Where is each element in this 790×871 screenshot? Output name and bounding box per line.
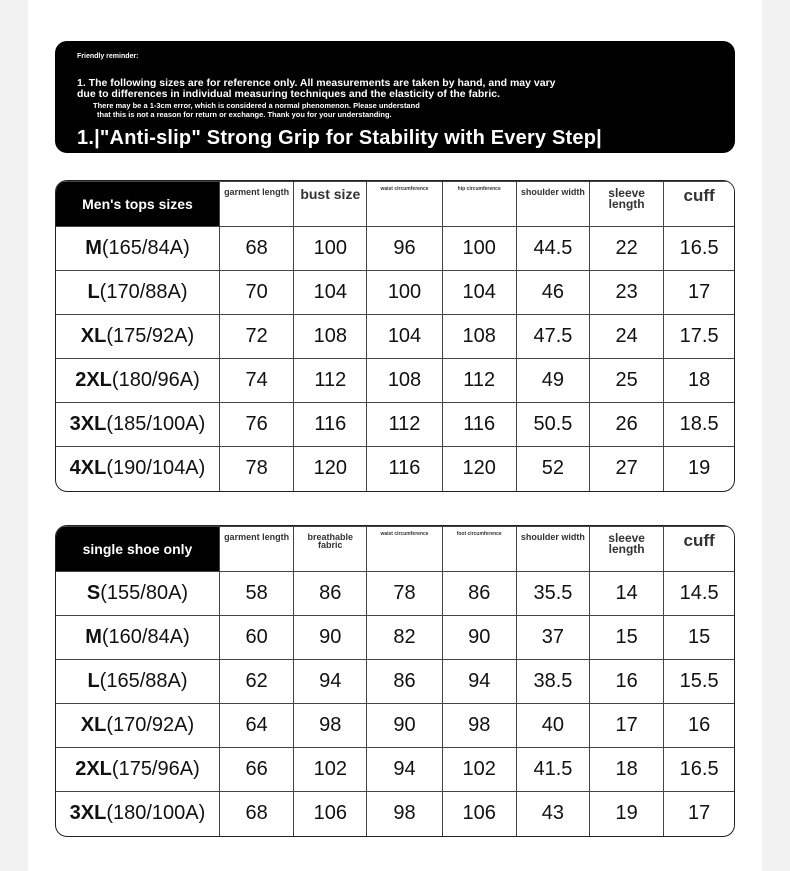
measurement-cell: 94 xyxy=(442,660,516,704)
friendly-reminder-title: Friendly reminder: xyxy=(77,53,139,60)
measurement-cell: 16.5 xyxy=(664,748,734,792)
measurement-cell: 72 xyxy=(219,315,293,359)
table-row xyxy=(56,403,734,447)
measurement-cell: 98 xyxy=(442,704,516,748)
measurement-cell: 17.5 xyxy=(664,315,734,359)
table-title: Men's tops sizes xyxy=(56,182,219,227)
size-label xyxy=(56,616,219,660)
measurement-cell: 116 xyxy=(294,403,367,447)
column-label: foot circumference xyxy=(456,531,502,537)
column-header xyxy=(367,527,442,572)
table-row xyxy=(56,359,734,403)
measurement-cell: 106 xyxy=(294,792,367,836)
measurement-cell: 86 xyxy=(367,660,442,704)
measurement-cell: 16 xyxy=(590,660,664,704)
measurement-cell: 19 xyxy=(590,792,664,836)
measurement-cell: 116 xyxy=(367,447,442,491)
size-spec: (170/92A) xyxy=(106,714,195,736)
feature-headline: 1.|"Anti-slip" Strong Grip for Stability with Every Step| xyxy=(77,127,602,149)
table-row xyxy=(56,616,734,660)
measurement-cell: 35.5 xyxy=(516,572,589,616)
size-code: 2XL xyxy=(75,758,112,780)
measurement-cell: 46 xyxy=(516,271,589,315)
size-label xyxy=(56,447,219,491)
column-header xyxy=(516,527,589,572)
measurement-cell: 104 xyxy=(294,271,367,315)
measurement-cell: 15 xyxy=(590,616,664,660)
measurement-cell: 76 xyxy=(219,403,293,447)
single-shoe-size-table xyxy=(55,525,735,837)
size-code: L xyxy=(87,670,100,692)
measurement-cell: 37 xyxy=(516,616,589,660)
size-code: S xyxy=(86,582,101,604)
measurement-cell: 74 xyxy=(219,359,293,403)
column-label: garment length xyxy=(224,187,290,197)
measurement-cell: 120 xyxy=(294,447,367,491)
measurement-cell: 100 xyxy=(294,227,367,271)
column-header xyxy=(219,182,293,227)
measurement-cell: 43 xyxy=(516,792,589,836)
measurement-cell: 90 xyxy=(442,616,516,660)
measurement-cell: 18 xyxy=(590,748,664,792)
column-header xyxy=(294,182,367,227)
header-row xyxy=(56,182,734,227)
measurement-cell: 49 xyxy=(516,359,589,403)
measurement-cell: 14 xyxy=(590,572,664,616)
table-row xyxy=(56,704,734,748)
column-label: waist circumference xyxy=(380,531,429,537)
size-chart-page xyxy=(28,0,762,871)
column-label: breathable fabric xyxy=(307,532,354,551)
table-row xyxy=(56,792,734,836)
size-label xyxy=(56,660,219,704)
measurement-cell: 26 xyxy=(590,403,664,447)
reminder-line-4: that this is not a reason for return or exchange. Thank you for your understanding. xyxy=(97,110,392,119)
measurement-cell: 18 xyxy=(664,359,734,403)
reminder-line-1: 1. The following sizes are for reference only. All measurements are taken by hand, and may vary xyxy=(77,77,556,89)
measurement-cell: 112 xyxy=(442,359,516,403)
measurement-cell: 112 xyxy=(294,359,367,403)
measurement-cell: 23 xyxy=(590,271,664,315)
measurement-cell: 104 xyxy=(367,315,442,359)
measurement-cell: 44.5 xyxy=(516,227,589,271)
table-title: single shoe only xyxy=(56,527,219,572)
measurement-cell: 98 xyxy=(294,704,367,748)
measurement-cell: 102 xyxy=(442,748,516,792)
measurement-cell: 25 xyxy=(590,359,664,403)
table-row xyxy=(56,572,734,616)
size-code: XL xyxy=(80,325,107,347)
table-row xyxy=(56,748,734,792)
table-row xyxy=(56,447,734,491)
measurement-cell: 82 xyxy=(367,616,442,660)
table-row xyxy=(56,271,734,315)
measurement-cell: 120 xyxy=(442,447,516,491)
size-code: M xyxy=(85,626,102,648)
measurement-cell: 19 xyxy=(664,447,734,491)
size-spec: (180/96A) xyxy=(111,369,200,391)
measurement-cell: 62 xyxy=(219,660,293,704)
size-spec: (165/88A) xyxy=(99,670,188,692)
column-label: cuff xyxy=(683,186,715,205)
measurement-cell: 102 xyxy=(294,748,367,792)
measurement-cell: 41.5 xyxy=(516,748,589,792)
size-code: 3XL xyxy=(69,802,107,825)
size-spec: (175/96A) xyxy=(111,758,200,780)
column-header xyxy=(664,527,734,572)
column-label: cuff xyxy=(683,531,715,550)
size-label xyxy=(56,271,219,315)
column-header xyxy=(590,527,664,572)
measurement-cell: 78 xyxy=(219,447,293,491)
column-label: sleeve length xyxy=(608,186,645,211)
measurement-cell: 86 xyxy=(294,572,367,616)
measurement-cell: 108 xyxy=(367,359,442,403)
measurement-cell: 15.5 xyxy=(664,660,734,704)
size-label xyxy=(56,403,219,447)
column-header xyxy=(516,182,589,227)
size-spec: (170/88A) xyxy=(99,281,188,303)
measurement-cell: 78 xyxy=(367,572,442,616)
measurement-cell: 104 xyxy=(442,271,516,315)
measurement-cell: 66 xyxy=(219,748,293,792)
measurement-cell: 38.5 xyxy=(516,660,589,704)
measurement-cell: 116 xyxy=(442,403,516,447)
column-header xyxy=(442,182,516,227)
friendly-reminder-banner xyxy=(55,41,735,153)
measurement-cell: 64 xyxy=(219,704,293,748)
measurement-cell: 18.5 xyxy=(664,403,734,447)
column-header xyxy=(219,527,293,572)
measurement-cell: 24 xyxy=(590,315,664,359)
measurement-cell: 86 xyxy=(442,572,516,616)
column-header xyxy=(294,527,367,572)
column-header xyxy=(442,527,516,572)
column-label: garment length xyxy=(224,532,290,542)
measurement-cell: 70 xyxy=(219,271,293,315)
measurement-cell: 90 xyxy=(367,704,442,748)
column-label: shoulder width xyxy=(520,187,585,197)
column-header xyxy=(367,182,442,227)
size-spec: (185/100A) xyxy=(106,413,206,435)
size-spec: (165/84A) xyxy=(101,237,190,259)
size-code: 3XL xyxy=(69,413,107,435)
size-code: 2XL xyxy=(75,369,112,391)
column-header xyxy=(590,182,664,227)
table-row xyxy=(56,315,734,359)
measurement-cell: 17 xyxy=(664,792,734,836)
column-label: waist circumference xyxy=(380,186,429,192)
measurement-cell: 100 xyxy=(442,227,516,271)
size-label xyxy=(56,572,219,616)
measurement-cell: 14.5 xyxy=(664,572,734,616)
measurement-cell: 94 xyxy=(294,660,367,704)
size-label xyxy=(56,359,219,403)
measurement-cell: 108 xyxy=(294,315,367,359)
size-code: L xyxy=(87,281,100,303)
measurement-cell: 68 xyxy=(219,792,293,836)
measurement-cell: 96 xyxy=(367,227,442,271)
size-spec: (180/100A) xyxy=(106,802,206,825)
size-label xyxy=(56,792,219,836)
column-label: bust size xyxy=(300,186,361,202)
mens-tops-size-table xyxy=(55,180,735,492)
measurement-cell: 106 xyxy=(442,792,516,836)
size-code: 4XL xyxy=(69,457,107,480)
measurement-cell: 90 xyxy=(294,616,367,660)
measurement-cell: 60 xyxy=(219,616,293,660)
size-code: XL xyxy=(80,714,107,736)
size-code: M xyxy=(85,237,102,259)
measurement-cell: 40 xyxy=(516,704,589,748)
size-spec: (160/84A) xyxy=(101,626,190,648)
measurement-cell: 52 xyxy=(516,447,589,491)
table-row xyxy=(56,660,734,704)
column-label: hip circumference xyxy=(457,186,501,192)
measurement-cell: 50.5 xyxy=(516,403,589,447)
measurement-cell: 98 xyxy=(367,792,442,836)
measurement-cell: 112 xyxy=(367,403,442,447)
column-label: shoulder width xyxy=(520,532,585,542)
column-label: sleeve length xyxy=(608,531,645,556)
column-header xyxy=(664,182,734,227)
measurement-cell: 27 xyxy=(590,447,664,491)
size-label xyxy=(56,227,219,271)
table-row xyxy=(56,227,734,271)
size-spec: (155/80A) xyxy=(100,582,189,604)
size-label xyxy=(56,748,219,792)
measurement-cell: 17 xyxy=(664,271,734,315)
measurement-cell: 47.5 xyxy=(516,315,589,359)
measurement-cell: 17 xyxy=(590,704,664,748)
measurement-cell: 16.5 xyxy=(664,227,734,271)
measurement-cell: 100 xyxy=(367,271,442,315)
header-row xyxy=(56,527,734,572)
size-spec: (190/104A) xyxy=(106,457,206,480)
measurement-cell: 94 xyxy=(367,748,442,792)
size-spec: (175/92A) xyxy=(106,325,195,347)
measurement-cell: 22 xyxy=(590,227,664,271)
measurement-cell: 15 xyxy=(664,616,734,660)
size-label xyxy=(56,704,219,748)
measurement-cell: 68 xyxy=(219,227,293,271)
size-label xyxy=(56,315,219,359)
reminder-line-3: There may be a 1-3cm error, which is considered a normal phenomenon. Please understand xyxy=(93,101,420,110)
measurement-cell: 16 xyxy=(664,704,734,748)
measurement-cell: 58 xyxy=(219,572,293,616)
reminder-line-2: due to differences in individual measuring techniques and the elasticity of the fabric. xyxy=(77,88,500,100)
measurement-cell: 108 xyxy=(442,315,516,359)
